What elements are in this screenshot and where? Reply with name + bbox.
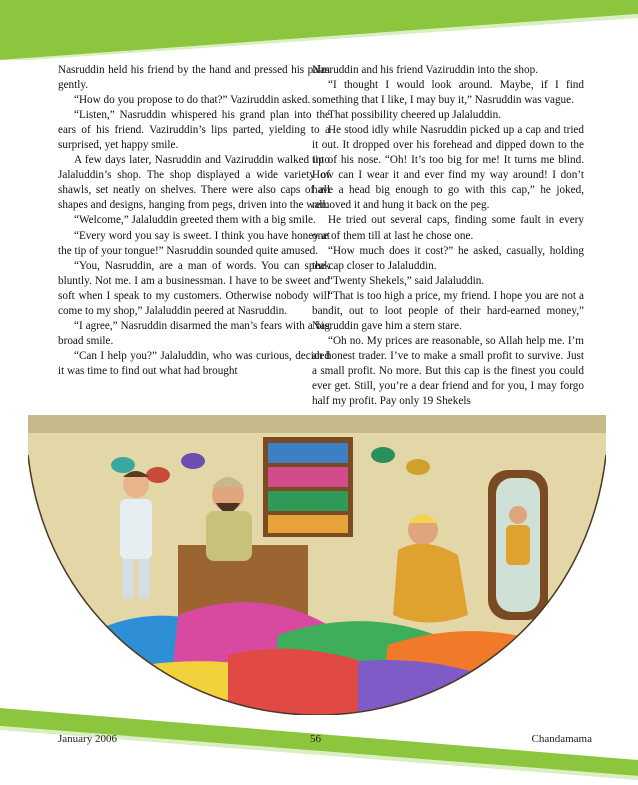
paragraph: “I thought I would look around. Maybe, if I find something that I like, I may buy it,” Nasruddin was vague.: [312, 79, 584, 107]
top-green-band: [0, 0, 638, 60]
paragraph: “Oh no. My prices are reasonable, so Allah help me. I’m an honest trader. I’ve to make a small profit to survive. Just a small profit. No more. But this cap is the finest you could ever get. Still, you’re a dear friend and for you, I may forgo half my profit. Pay only 19 Shekels: [312, 334, 584, 408]
paragraph: “That is too high a price, my friend. I hope you are not a bandit, out to loot people of their hard-earned money,” Nasruddin gave him a stern stare.: [312, 289, 584, 332]
paragraph: “Listen,” Nasruddin whispered his grand plan into the ears of his friend. Vaziruddin’s lips parted, yielding to a surprised, yet happy smile.: [58, 109, 330, 152]
footer-date: January 2006: [58, 733, 117, 745]
page-number: 56: [310, 733, 321, 745]
shop-illustration: [28, 415, 606, 715]
mirror: [488, 470, 548, 620]
paragraph: “Twenty Shekels,” said Jalaluddin.: [328, 274, 485, 287]
bottom-green-band: [0, 708, 638, 785]
paragraph: “Welcome,” Jalaluddin greeted them with a big smile.: [74, 214, 316, 227]
paragraph: That possibility cheered up Jalaluddin.: [328, 109, 502, 122]
paragraph: “Can I help you?” Jalaluddin, who was curious, decided it was time to find out what had brought: [58, 349, 330, 377]
story-column-left: [58, 63, 330, 379]
paragraph: Nasruddin and his friend Vaziruddin into the shop.: [312, 64, 538, 76]
paragraph: “You, Nasruddin, are a man of words. You can speak bluntly. Not me. I am a businessman. I have to be sweet and soft when I speak to my customers. Otherwise nobody will come to my shop,” Jalaluddin peered at Nasruddin.: [58, 259, 330, 317]
paragraph: Nasruddin held his friend by the hand and pressed his palm gently.: [58, 64, 330, 92]
paragraph: He stood idly while Nasruddin picked up a cap and tried it out. It dropped over his forehead and dipped down to the tip of his nose. “Oh! It’s too big for me! It turns me blind. How can I wear it and ever find my way around! I don’t have a head big enough to go with this cap,” he joked, removed it and hung it back on the peg.: [312, 124, 584, 212]
magazine-name: Chandamama: [531, 733, 592, 745]
paragraph: “How do you propose to do that?” Vaziruddin asked.: [74, 94, 311, 107]
story-column-right: [312, 63, 584, 409]
paragraph: “How much does it cost?” he asked, casually, holding the cap closer to Jalaluddin.: [312, 244, 584, 272]
paragraph: “I agree,” Nasruddin disarmed the man’s fears with a big broad smile.: [58, 319, 330, 347]
paragraph: He tried out several caps, finding some fault in every one of them till at last he chose one.: [312, 214, 584, 242]
paragraph: “Every word you say is sweet. I think you have honey at the tip of your tongue!” Nasruddin sounded quite amused.: [58, 229, 330, 257]
shawl-shelf: [263, 437, 353, 537]
paragraph: A few days later, Nasruddin and Vaziruddin walked into Jalaluddin’s shop. The shop displayed a wide variety of shawls, set neatly on shelves. There were also caps of all shapes and designs, hanging from pegs, driven into the wall.: [58, 154, 330, 212]
